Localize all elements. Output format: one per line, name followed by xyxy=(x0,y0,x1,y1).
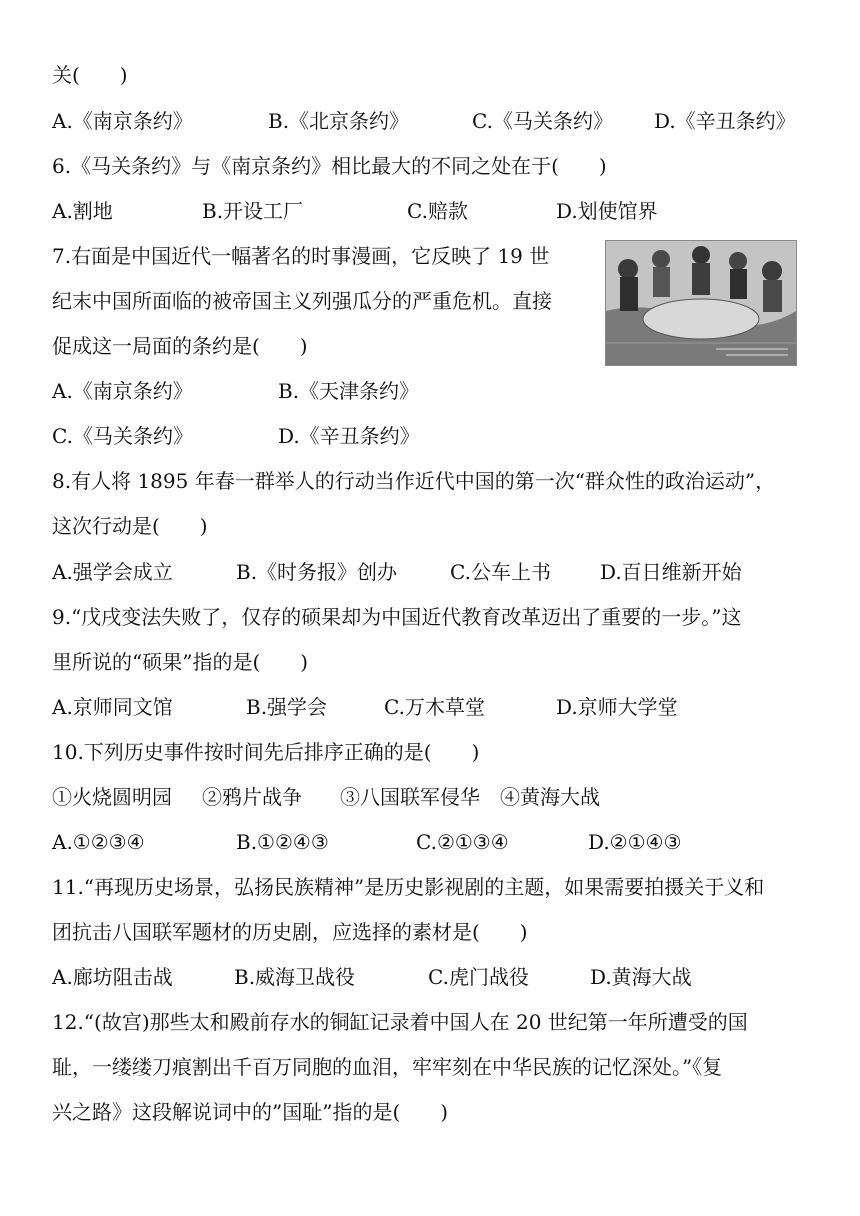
q12-stem-line-2: 耻，一缕缕刀痕割出千百万同胞的血泪，牢牢刻在中华民族的记忆深处。”《复 xyxy=(52,1055,723,1079)
option-c[interactable]: C.万木草堂 xyxy=(384,695,485,719)
q10-stem: 10.下列历史事件按时间先后排序正确的是( ) xyxy=(52,740,480,764)
q7-options-row-1 xyxy=(52,379,812,403)
option-b[interactable]: B.强学会 xyxy=(246,695,328,719)
option-a[interactable]: A.京师同文馆 xyxy=(52,695,173,719)
option-a[interactable]: A.廊坊阻击战 xyxy=(52,965,173,989)
q6-options xyxy=(52,199,812,223)
q11-stem-line-1: 11.“再现历史场景，弘扬民族精神”是历史影视剧的主题，如果需要拍摄关于义和 xyxy=(52,875,765,899)
option-b[interactable]: B.《时务报》创办 xyxy=(236,560,398,584)
option-c[interactable]: C.赔款 xyxy=(407,199,468,223)
option-b[interactable]: B.威海卫战役 xyxy=(234,965,356,989)
q12-stem-line-1: 12.“(故宫)那些太和殿前存水的铜缸记录着中国人在 20 世纪第一年所遭受的国 xyxy=(52,1010,748,1034)
option-d[interactable]: D.黄海大战 xyxy=(590,965,692,989)
q7-stem-line-2: 纪末中国所面临的被帝国主义列强瓜分的严重危机。直接 xyxy=(52,289,552,313)
q12-stem-line-3: 兴之路》这段解说词中的”国耻”指的是( ) xyxy=(52,1100,449,1124)
q8-options xyxy=(52,560,812,584)
option-d[interactable]: D.《辛丑条约》 xyxy=(278,424,420,448)
option-d[interactable]: D.②①④③ xyxy=(588,830,682,854)
event-item: ④黄海大战 xyxy=(500,785,600,809)
q9-stem-line-2: 里所说的“硕果”指的是( ) xyxy=(52,650,309,674)
q10-events xyxy=(52,785,812,809)
option-d[interactable]: D.《辛丑条约》 xyxy=(654,109,796,133)
event-item: ②鸦片战争 xyxy=(202,785,302,809)
option-c[interactable]: C.《马关条约》 xyxy=(472,109,613,133)
option-a[interactable]: A.《南京条约》 xyxy=(52,379,193,403)
q10-options xyxy=(52,830,812,854)
option-d[interactable]: D.京师大学堂 xyxy=(556,695,678,719)
option-b[interactable]: B.《天津条约》 xyxy=(278,379,420,403)
option-d[interactable]: D.百日维新开始 xyxy=(600,560,742,584)
q8-stem-line-1: 8.有人将 1895 年春一群举人的行动当作近代中国的第一次“群众性的政治运动”， xyxy=(52,469,776,493)
option-a[interactable]: A.①②③④ xyxy=(52,830,145,854)
option-a[interactable]: A.强学会成立 xyxy=(52,560,173,584)
option-c[interactable]: C.②①③④ xyxy=(416,830,509,854)
q6-stem: 6.《马关条约》与《南京条约》相比最大的不同之处在于( ) xyxy=(52,154,607,178)
q7-options-row-2 xyxy=(52,424,812,448)
option-b[interactable]: B.开设工厂 xyxy=(202,199,304,223)
option-c[interactable]: C.虎门战役 xyxy=(428,965,529,989)
q7-stem-line-3: 促成这一局面的条约是( ) xyxy=(52,334,308,358)
q9-stem-line-1: 9.“戊戌变法失败了，仅存的硕果却为中国近代教育改革迈出了重要的一步。”这 xyxy=(52,605,742,629)
q9-options xyxy=(52,695,812,719)
q5-options xyxy=(52,109,812,133)
event-item: ③八国联军侵华 xyxy=(340,785,480,809)
q5-tail: 关( ) xyxy=(52,63,128,87)
option-c[interactable]: C.《马关条约》 xyxy=(52,424,193,448)
q11-stem-line-2: 团抗击八国联军题材的历史剧，应选择的素材是( ) xyxy=(52,920,528,944)
q8-stem-line-2: 这次行动是( ) xyxy=(52,514,208,538)
q11-options xyxy=(52,965,812,989)
option-a[interactable]: A.割地 xyxy=(52,199,113,223)
q7-stem-line-1: 7.右面是中国近代一幅著名的时事漫画，它反映了 19 世 xyxy=(52,244,550,268)
option-d[interactable]: D.划使馆界 xyxy=(556,199,658,223)
option-b[interactable]: B.《北京条约》 xyxy=(268,109,410,133)
option-b[interactable]: B.①②④③ xyxy=(236,830,329,854)
political-cartoon-image xyxy=(605,240,797,366)
event-item: ①火烧圆明园 xyxy=(52,785,172,809)
option-c[interactable]: C.公车上书 xyxy=(450,560,551,584)
option-a[interactable]: A.《南京条约》 xyxy=(52,109,193,133)
